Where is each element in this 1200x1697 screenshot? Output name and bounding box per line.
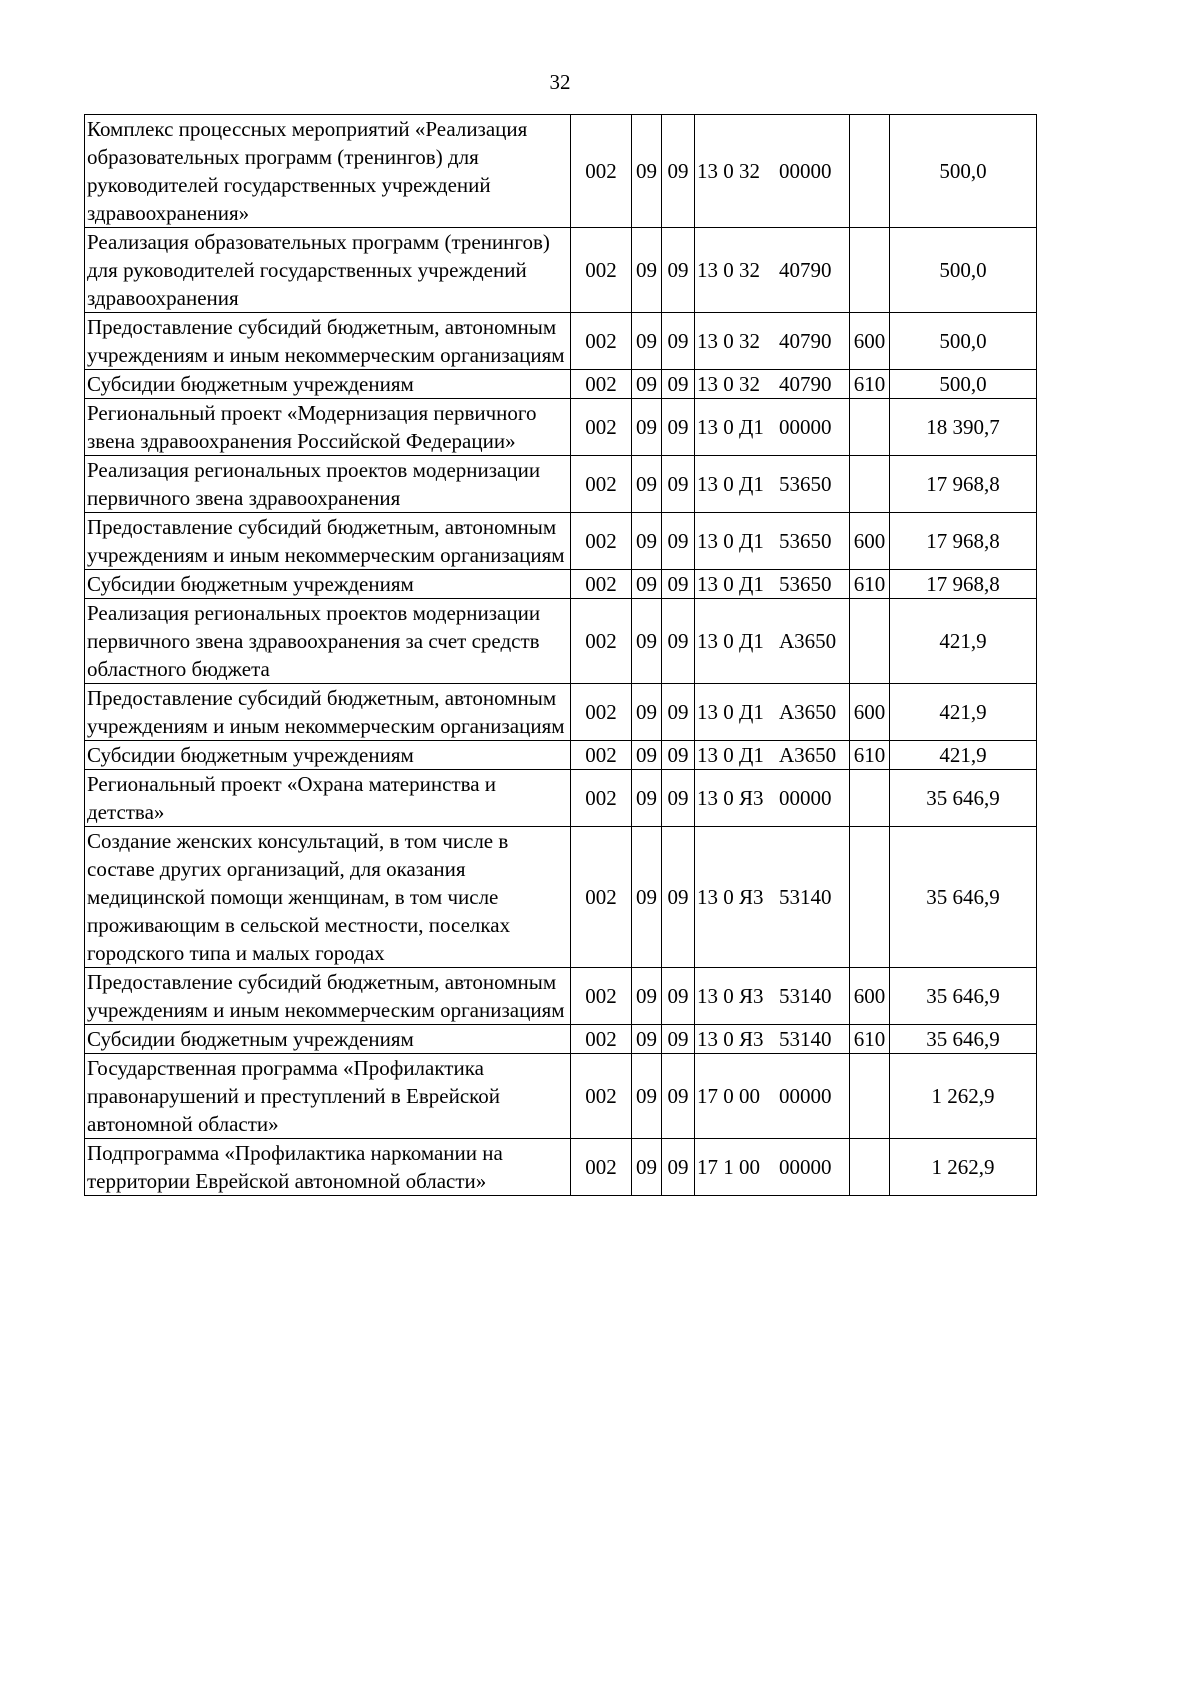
section-code-cell: 09: [632, 770, 662, 827]
target-article-prog: 17 0: [697, 1084, 734, 1108]
target-article-prog: 13 0: [697, 329, 734, 353]
subsection-code-cell: 09: [662, 599, 695, 684]
expense-type-cell: [850, 115, 890, 228]
amount-cell: 17 968,8: [890, 456, 1037, 513]
row-name-cell: Реализация региональных проектов модернизации первичного звена здравоохранения: [85, 456, 571, 513]
target-article-cell: [695, 399, 850, 456]
target-article-cell: [695, 1054, 850, 1139]
budget-table: [84, 114, 1037, 1196]
section-code-cell: 09: [632, 570, 662, 599]
target-article-dir: 40790: [779, 258, 832, 282]
target-article-prog: 13 0: [697, 258, 734, 282]
target-article-cell: [695, 456, 850, 513]
target-article-prog: 13 0: [697, 743, 734, 767]
admin-code-cell: 002: [571, 513, 632, 570]
admin-code-cell: 002: [571, 599, 632, 684]
admin-code-cell: 002: [571, 313, 632, 370]
amount-cell: 1 262,9: [890, 1054, 1037, 1139]
row-name-cell: Комплекс процессных мероприятий «Реализация образовательных программ (тренингов) для руководителей государственных учреждений здравоохранения»: [85, 115, 571, 228]
row-name-cell: Субсидии бюджетным учреждениям: [85, 370, 571, 399]
table-row: [85, 827, 1037, 968]
amount-cell: 35 646,9: [890, 827, 1037, 968]
table-row: [85, 513, 1037, 570]
target-article-dir: 00000: [779, 1084, 832, 1108]
section-code-cell: 09: [632, 370, 662, 399]
subsection-code-cell: 09: [662, 827, 695, 968]
target-article-prog: 13 0: [697, 984, 734, 1008]
admin-code-cell: 002: [571, 570, 632, 599]
target-article-prog: 13 0: [697, 629, 734, 653]
row-name-cell: Субсидии бюджетным учреждениям: [85, 1025, 571, 1054]
subsection-code-cell: 09: [662, 1025, 695, 1054]
subsection-code-cell: 09: [662, 456, 695, 513]
page-number: 32: [549, 70, 571, 94]
target-article-cell: [695, 1139, 850, 1196]
subsection-code-cell: 09: [662, 313, 695, 370]
section-code-cell: 09: [632, 599, 662, 684]
amount-cell: 500,0: [890, 115, 1037, 228]
table-row: [85, 456, 1037, 513]
target-article-sub: Д1: [739, 415, 764, 439]
section-code-cell: 09: [632, 313, 662, 370]
amount-cell: 421,9: [890, 741, 1037, 770]
target-article-dir: 53650: [779, 529, 832, 553]
target-article-sub: Я3: [739, 984, 764, 1008]
target-article-sub: Я3: [739, 786, 764, 810]
expense-type-cell: [850, 1139, 890, 1196]
admin-code-cell: 002: [571, 1054, 632, 1139]
row-name-cell: Региональный проект «Охрана материнства и детства»: [85, 770, 571, 827]
table-row: [85, 1054, 1037, 1139]
row-name-cell: Региональный проект «Модернизация первичного звена здравоохранения Российской Федерации»: [85, 399, 571, 456]
target-article-sub: Д1: [739, 629, 764, 653]
target-article-dir: 40790: [779, 329, 832, 353]
table-row: [85, 313, 1037, 370]
amount-cell: 421,9: [890, 684, 1037, 741]
amount-cell: 500,0: [890, 228, 1037, 313]
target-article-prog: 13 0: [697, 529, 734, 553]
section-code-cell: 09: [632, 1025, 662, 1054]
target-article-sub: Д1: [739, 472, 764, 496]
section-code-cell: 09: [632, 399, 662, 456]
table-row: [85, 1025, 1037, 1054]
subsection-code-cell: 09: [662, 741, 695, 770]
subsection-code-cell: 09: [662, 770, 695, 827]
admin-code-cell: 002: [571, 370, 632, 399]
section-code-cell: 09: [632, 1139, 662, 1196]
row-name-cell: Субсидии бюджетным учреждениям: [85, 741, 571, 770]
table-row: [85, 741, 1037, 770]
target-article-prog: 13 0: [697, 885, 734, 909]
subsection-code-cell: 09: [662, 968, 695, 1025]
target-article-cell: [695, 228, 850, 313]
amount-cell: 35 646,9: [890, 770, 1037, 827]
target-article-cell: [695, 370, 850, 399]
target-article-dir: 53650: [779, 472, 832, 496]
subsection-code-cell: 09: [662, 399, 695, 456]
target-article-prog: 13 0: [697, 572, 734, 596]
admin-code-cell: 002: [571, 1139, 632, 1196]
subsection-code-cell: 09: [662, 228, 695, 313]
admin-code-cell: 002: [571, 741, 632, 770]
admin-code-cell: 002: [571, 456, 632, 513]
section-code-cell: 09: [632, 115, 662, 228]
row-name-cell: Государственная программа «Профилактика правонарушений и преступлений в Еврейской автономной области»: [85, 1054, 571, 1139]
expense-type-cell: [850, 827, 890, 968]
target-article-cell: [695, 968, 850, 1025]
row-name-cell: Реализация образовательных программ (тренингов) для руководителей государственных учреждений здравоохранения: [85, 228, 571, 313]
expense-type-cell: 610: [850, 741, 890, 770]
target-article-dir: 00000: [779, 159, 832, 183]
section-code-cell: 09: [632, 741, 662, 770]
expense-type-cell: [850, 1054, 890, 1139]
subsection-code-cell: 09: [662, 513, 695, 570]
admin-code-cell: 002: [571, 827, 632, 968]
amount-cell: 35 646,9: [890, 968, 1037, 1025]
section-code-cell: 09: [632, 684, 662, 741]
expense-type-cell: [850, 399, 890, 456]
subsection-code-cell: 09: [662, 1139, 695, 1196]
target-article-cell: [695, 827, 850, 968]
amount-cell: 17 968,8: [890, 570, 1037, 599]
expense-type-cell: 610: [850, 570, 890, 599]
target-article-sub: 32: [739, 372, 760, 396]
expense-type-cell: 600: [850, 313, 890, 370]
admin-code-cell: 002: [571, 1025, 632, 1054]
section-code-cell: 09: [632, 513, 662, 570]
target-article-sub: 32: [739, 258, 760, 282]
target-article-cell: [695, 770, 850, 827]
section-code-cell: 09: [632, 456, 662, 513]
target-article-prog: 13 0: [697, 472, 734, 496]
section-code-cell: 09: [632, 228, 662, 313]
target-article-cell: [695, 570, 850, 599]
table-row: [85, 968, 1037, 1025]
expense-type-cell: 600: [850, 684, 890, 741]
section-code-cell: 09: [632, 968, 662, 1025]
row-name-cell: Предоставление субсидий бюджетным, автономным учреждениям и иным некоммерческим организациям: [85, 313, 571, 370]
target-article-sub: Д1: [739, 700, 764, 724]
table-row: [85, 370, 1037, 399]
admin-code-cell: 002: [571, 399, 632, 456]
expense-type-cell: [850, 770, 890, 827]
subsection-code-cell: 09: [662, 370, 695, 399]
target-article-cell: [695, 313, 850, 370]
amount-cell: 17 968,8: [890, 513, 1037, 570]
expense-type-cell: [850, 456, 890, 513]
table-row: [85, 684, 1037, 741]
target-article-prog: 13 0: [697, 786, 734, 810]
admin-code-cell: 002: [571, 968, 632, 1025]
table-row: [85, 399, 1037, 456]
table-row: [85, 115, 1037, 228]
target-article-dir: 53140: [779, 885, 832, 909]
row-name-cell: Предоставление субсидий бюджетным, автономным учреждениям и иным некоммерческим организациям: [85, 513, 571, 570]
expense-type-cell: 600: [850, 968, 890, 1025]
amount-cell: 421,9: [890, 599, 1037, 684]
target-article-dir: 00000: [779, 415, 832, 439]
table-row: [85, 228, 1037, 313]
target-article-dir: 40790: [779, 372, 832, 396]
target-article-prog: 13 0: [697, 372, 734, 396]
target-article-dir: 00000: [779, 786, 832, 810]
row-name-cell: Субсидии бюджетным учреждениям: [85, 570, 571, 599]
amount-cell: 1 262,9: [890, 1139, 1037, 1196]
target-article-sub: Д1: [739, 743, 764, 767]
amount-cell: 500,0: [890, 370, 1037, 399]
target-article-dir: 53650: [779, 572, 832, 596]
expense-type-cell: [850, 599, 890, 684]
target-article-cell: [695, 513, 850, 570]
row-name-cell: Создание женских консультаций, в том числе в составе других организаций, для оказания медицинской помощи женщинам, в том числе проживающим в сельской местности, поселках городского типа и малых городах: [85, 827, 571, 968]
amount-cell: 500,0: [890, 313, 1037, 370]
expense-type-cell: 610: [850, 370, 890, 399]
section-code-cell: 09: [632, 827, 662, 968]
target-article-dir: А3650: [779, 629, 837, 653]
subsection-code-cell: 09: [662, 1054, 695, 1139]
target-article-sub: Я3: [739, 1027, 764, 1051]
target-article-prog: 13 0: [697, 700, 734, 724]
admin-code-cell: 002: [571, 228, 632, 313]
target-article-dir: 53140: [779, 984, 832, 1008]
table-row: [85, 570, 1037, 599]
subsection-code-cell: 09: [662, 570, 695, 599]
target-article-sub: 00: [739, 1084, 760, 1108]
expense-type-cell: 610: [850, 1025, 890, 1054]
row-name-cell: Предоставление субсидий бюджетным, автономным учреждениям и иным некоммерческим организациям: [85, 968, 571, 1025]
target-article-dir: А3650: [779, 700, 837, 724]
target-article-sub: Д1: [739, 572, 764, 596]
target-article-prog: 13 0: [697, 1027, 734, 1051]
table-body: [85, 115, 1037, 1196]
target-article-sub: 32: [739, 329, 760, 353]
amount-cell: 35 646,9: [890, 1025, 1037, 1054]
row-name-cell: Подпрограмма «Профилактика наркомании на территории Еврейской автономной области»: [85, 1139, 571, 1196]
row-name-cell: Предоставление субсидий бюджетным, автономным учреждениям и иным некоммерческим организациям: [85, 684, 571, 741]
target-article-cell: [695, 599, 850, 684]
target-article-sub: Д1: [739, 529, 764, 553]
target-article-sub: Я3: [739, 885, 764, 909]
admin-code-cell: 002: [571, 770, 632, 827]
row-name-cell: Реализация региональных проектов модернизации первичного звена здравоохранения за счет средств областного бюджета: [85, 599, 571, 684]
admin-code-cell: 002: [571, 684, 632, 741]
amount-cell: 18 390,7: [890, 399, 1037, 456]
target-article-cell: [695, 741, 850, 770]
target-article-cell: [695, 684, 850, 741]
target-article-prog: 13 0: [697, 415, 734, 439]
table-row: [85, 1139, 1037, 1196]
target-article-dir: А3650: [779, 743, 837, 767]
target-article-cell: [695, 115, 850, 228]
target-article-sub: 32: [739, 159, 760, 183]
subsection-code-cell: 09: [662, 684, 695, 741]
target-article-prog: 13 0: [697, 159, 734, 183]
target-article-dir: 00000: [779, 1155, 832, 1179]
table-row: [85, 599, 1037, 684]
table-row: [85, 770, 1037, 827]
target-article-dir: 53140: [779, 1027, 832, 1051]
subsection-code-cell: 09: [662, 115, 695, 228]
target-article-sub: 00: [739, 1155, 760, 1179]
target-article-prog: 17 1: [697, 1155, 734, 1179]
expense-type-cell: [850, 228, 890, 313]
section-code-cell: 09: [632, 1054, 662, 1139]
target-article-cell: [695, 1025, 850, 1054]
admin-code-cell: 002: [571, 115, 632, 228]
expense-type-cell: 600: [850, 513, 890, 570]
